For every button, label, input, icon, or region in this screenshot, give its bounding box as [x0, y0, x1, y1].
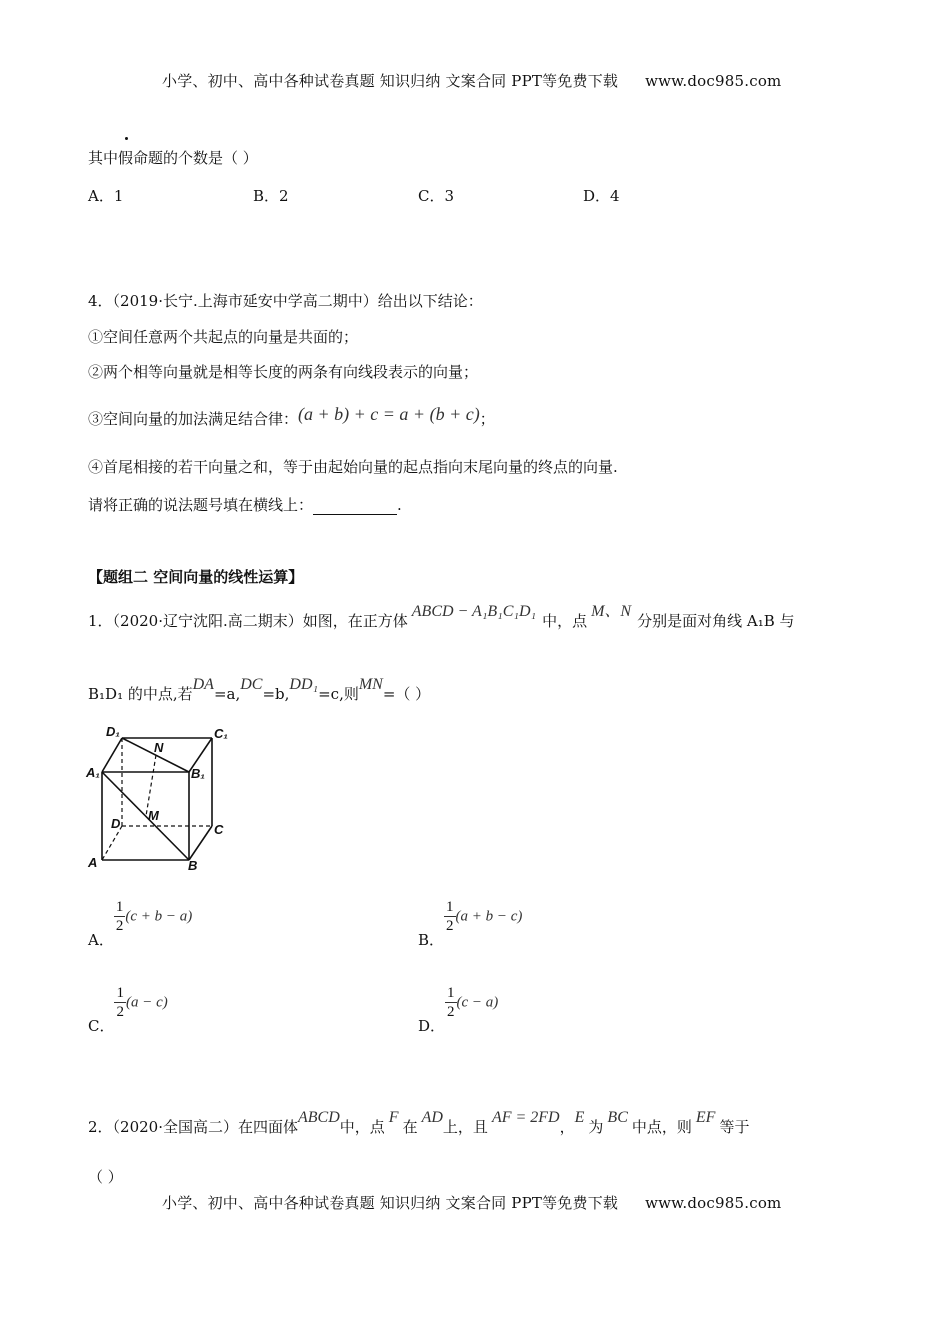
q4-fill-suffix: .	[397, 496, 402, 514]
p2-rel: AF = 2FD	[491, 1109, 560, 1126]
frac-b-num: 1	[446, 899, 454, 915]
p1-option-d	[418, 984, 499, 1035]
page-footer	[162, 1192, 781, 1213]
p2-line1	[88, 1109, 750, 1137]
q3-option-a: A．1	[88, 187, 124, 205]
q4-statement-4: ④首尾相接的若干向量之和，等于由起始向量的起点指向末尾向量的终点的向量.	[88, 458, 618, 476]
p2-ad: AD	[421, 1109, 443, 1126]
label-b1: B₁	[191, 766, 205, 781]
frac-b-den: 2	[446, 918, 454, 934]
label-n: N	[154, 740, 164, 755]
p1-mn: M、N	[591, 603, 632, 620]
q3-option-d: D．4	[583, 187, 620, 205]
label-a1: A₁	[86, 765, 100, 780]
edge-bc	[189, 826, 212, 860]
q4-statement-1: ①空间任意两个共起点的向量是共面的；	[88, 328, 359, 346]
edge-d1a1	[102, 738, 122, 772]
vec-dd1: DD₁	[289, 676, 319, 693]
vec-da: DA	[192, 676, 214, 693]
frac-a	[114, 898, 126, 935]
frac-c	[114, 984, 126, 1021]
frac-b	[444, 898, 456, 935]
footer-text: 小学、初中、高中各种试卷真题 知识归纳 文案合同 PPT等免费下载	[162, 1194, 619, 1212]
q3-stem: 其中假命题的个数是（ ）	[88, 149, 258, 167]
q4-statement-3	[88, 404, 495, 429]
p2-f: F	[388, 1109, 399, 1126]
p2-stem: 2．（2020·全国高二）在四面体	[88, 1118, 298, 1136]
label-d: D	[111, 816, 121, 831]
p2-e: E	[574, 1109, 585, 1126]
q4-stem: 4．（2019·长宁.上海市延安中学高二期中）给出以下结论：	[88, 292, 483, 310]
q4-s3-suffix: ；	[479, 410, 495, 428]
p1-mid2: 分别是面对角线 A₁B 与	[637, 612, 795, 630]
eq-c: =c,则	[318, 685, 359, 703]
opt-d-expr: (c − a)	[456, 994, 499, 1011]
frac-c-den: 2	[116, 1004, 124, 1020]
vec-dc: DC	[240, 676, 263, 693]
p2-bc: BC	[607, 1109, 628, 1126]
p1-stem: 1．（2020·辽宁沈阳.高二期末）如图，在正方体	[88, 612, 408, 630]
p2-t4: ，	[559, 1118, 575, 1136]
p2-t6: 中点，则	[631, 1118, 692, 1136]
frac-d	[445, 984, 457, 1021]
q4-statement-2: ②两个相等向量就是相等长度的两条有向线段表示的向量；	[88, 363, 479, 381]
answer-blank[interactable]	[313, 500, 397, 515]
segment-mn	[146, 755, 156, 816]
vec-mn: MN	[358, 676, 383, 693]
header-site: www.doc985.com	[645, 72, 782, 90]
label-b: B	[188, 858, 198, 873]
opt-c-label: C．	[88, 1016, 115, 1035]
opt-c-expr: (a − c)	[125, 994, 168, 1011]
p2-t2: 在	[402, 1118, 418, 1136]
p2-ef: EF	[695, 1109, 716, 1126]
section-title: 【题组二 空间向量的线性运算】	[88, 568, 304, 586]
p2-t5: 为	[588, 1118, 604, 1136]
label-d1: D₁	[106, 724, 120, 739]
cube-figure	[84, 722, 234, 882]
frac-d-den: 2	[447, 1004, 455, 1020]
p1-line2	[88, 676, 431, 704]
p1-option-a	[88, 898, 193, 949]
frac-a-num: 1	[115, 899, 124, 915]
eq-end: =（ ）	[382, 685, 431, 703]
p2-t1: 中，点	[339, 1118, 385, 1136]
header-text: 小学、初中、高中各种试卷真题 知识归纳 文案合同 PPT等免费下载	[162, 72, 619, 90]
page-header	[162, 70, 781, 91]
p1-option-b	[418, 898, 523, 949]
hidden-da	[102, 826, 122, 860]
p1-mid1: 中，点	[542, 612, 588, 630]
label-m: M	[148, 808, 159, 823]
opt-a-label: A．	[88, 930, 114, 949]
opt-a-expr: (c + b − a)	[125, 908, 193, 925]
p1-line1	[88, 603, 795, 631]
q4-s3-math: (a + b) + c = a + (b + c)	[298, 404, 480, 424]
q4-fill	[88, 494, 402, 515]
p1-cube: ABCD − A₁B₁C₁D₁	[411, 603, 537, 620]
q3-option-b: B．2	[253, 187, 289, 205]
opt-d-label: D．	[418, 1016, 446, 1035]
emphasis-dot	[125, 137, 128, 140]
opt-b-label: B．	[418, 930, 445, 949]
frac-c-num: 1	[116, 985, 124, 1001]
opt-b-expr: (a + b − c)	[455, 908, 523, 925]
label-c: C	[214, 822, 224, 837]
p1-line2a: B₁D₁ 的中点,若	[88, 685, 193, 703]
q4-s3-prefix: ③空间向量的加法满足结合律：	[88, 410, 299, 428]
p2-abcd: ABCD	[298, 1109, 340, 1126]
p2-paren: （ ）	[88, 1168, 123, 1186]
p2-t3: 上，且	[442, 1118, 488, 1136]
q3-option-c: C．3	[418, 187, 455, 205]
frac-d-num: 1	[447, 985, 455, 1001]
label-a: A	[88, 855, 98, 870]
eq-a: =a,	[213, 685, 241, 703]
label-c1: C₁	[214, 726, 228, 741]
p2-t7: 等于	[719, 1118, 750, 1136]
p1-option-c	[88, 984, 168, 1035]
footer-site: www.doc985.com	[645, 1194, 782, 1212]
eq-b: =b,	[262, 685, 290, 703]
q4-fill-prefix: 请将正确的说法题号填在横线上：	[88, 496, 314, 514]
frac-a-den: 2	[115, 918, 124, 934]
